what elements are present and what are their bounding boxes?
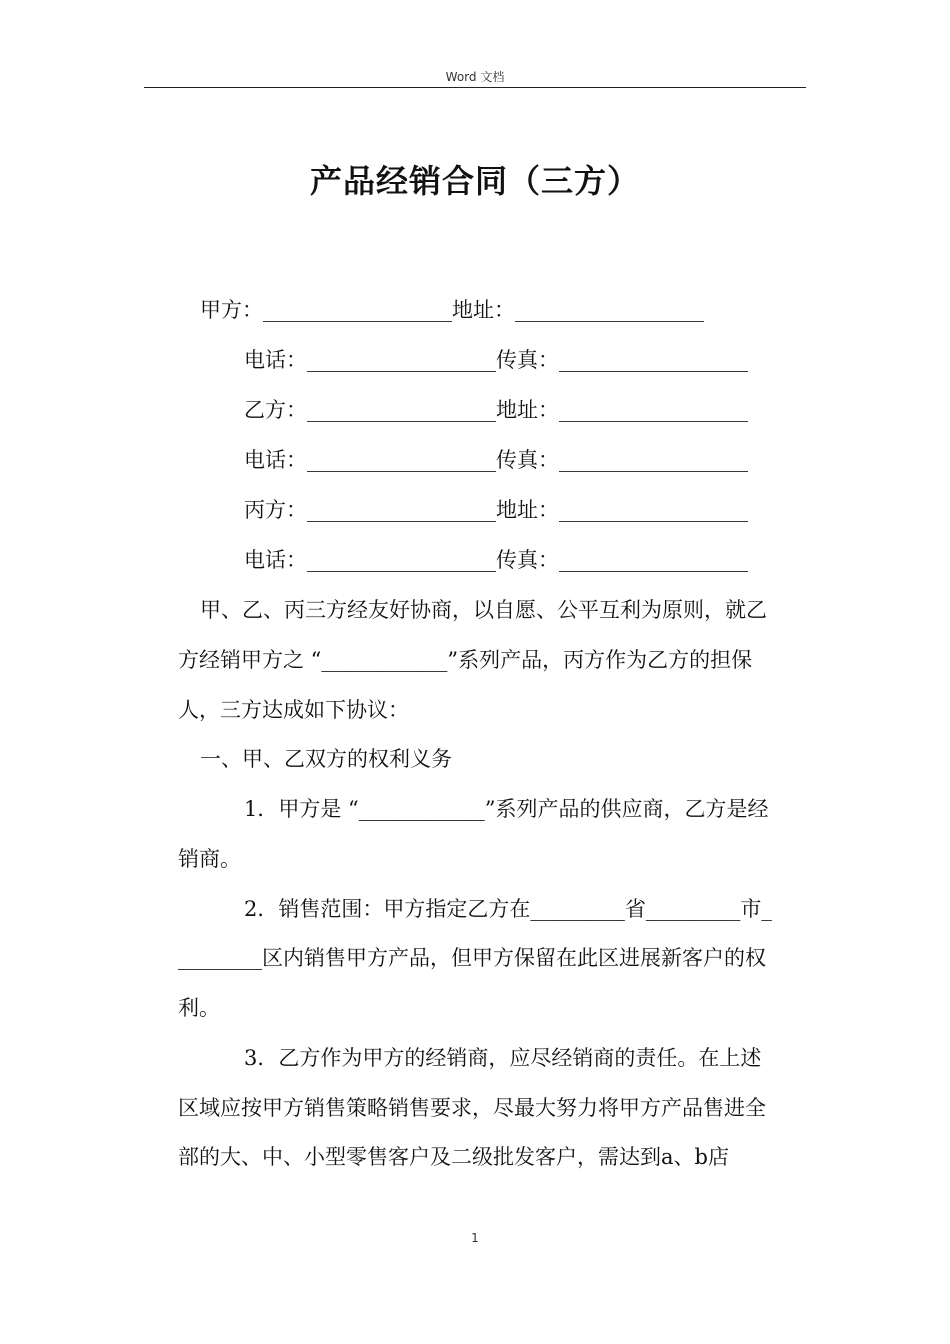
party-line: 乙方：__________________地址：__________________ — [244, 398, 748, 422]
party-line: 电话：__________________传真：__________________ — [244, 448, 748, 472]
paragraph-line: 部的大、中、小型零售客户及二级批发客户，需达到a、b店 — [178, 1145, 729, 1169]
section-heading: 一、甲、乙双方的权利义务 — [200, 747, 452, 771]
paragraph-line: 销商。 — [178, 847, 241, 871]
paragraph-line: 方经销甲方之 “____________”系列产品，丙方作为乙方的担保 — [178, 648, 753, 672]
document-title: 产品经销合同（三方） — [309, 162, 640, 200]
party-line: 丙方：__________________地址：__________________ — [244, 498, 748, 522]
paragraph-line: 3．乙方作为甲方的经销商，应尽经销商的责任。在上述 — [244, 1046, 762, 1070]
page-number: 1 — [471, 1231, 479, 1245]
paragraph-line: 1．甲方是 “____________”系列产品的供应商，乙方是经 — [244, 797, 769, 821]
party-line: 电话：__________________传真：__________________ — [244, 548, 748, 572]
header-rule — [144, 87, 806, 88]
paragraph-line: ________区内销售甲方产品，但甲方保留在此区进展新客户的权 — [178, 946, 766, 970]
party-line: 甲方：__________________地址：__________________ — [200, 298, 704, 322]
paragraph-line: 人，三方达成如下协议： — [178, 698, 409, 722]
page-header: Word 文档 — [445, 70, 505, 84]
paragraph-line: 甲、乙、丙三方经友好协商，以自愿、公平互利为原则，就乙 — [200, 598, 767, 622]
paragraph-line: 2．销售范围：甲方指定乙方在_________省_________市_ — [244, 897, 772, 921]
paragraph-line: 区域应按甲方销售策略销售要求，尽最大努力将甲方产品售进全 — [178, 1096, 766, 1120]
party-line: 电话：__________________传真：__________________ — [244, 348, 748, 372]
paragraph-line: 利。 — [178, 996, 220, 1020]
